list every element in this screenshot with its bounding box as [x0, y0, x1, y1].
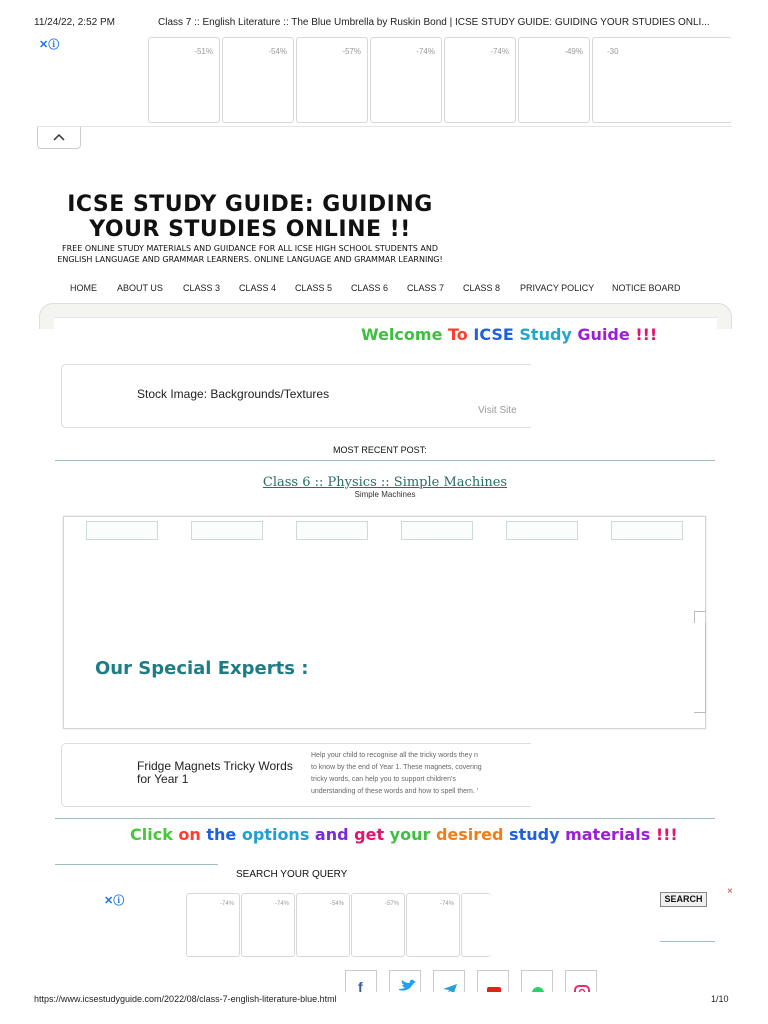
twitter-icon [390, 971, 421, 992]
divider [660, 941, 715, 942]
discount-badge: -74% [219, 901, 234, 907]
banner-word: and [314, 825, 349, 844]
collapse-ad-button[interactable] [37, 127, 81, 149]
banner-word: ICSE [473, 325, 514, 344]
divider [55, 460, 715, 461]
ad-product-card[interactable] [241, 893, 295, 957]
ad-collapse-bar [37, 126, 732, 150]
ad-product-card[interactable] [148, 37, 220, 123]
ad-title-line: for Year 1 [137, 772, 189, 786]
nav-class-5[interactable]: CLASS 5 [295, 283, 333, 293]
nav-class-4[interactable]: CLASS 4 [239, 283, 277, 293]
ad-product-card[interactable] [370, 37, 442, 123]
banner-word: the [206, 825, 237, 844]
nav-class-8[interactable]: CLASS 8 [463, 283, 501, 293]
expert-thumbnail[interactable] [401, 521, 473, 540]
site-title-line: YOUR STUDIES ONLINE !! [89, 217, 411, 242]
expert-thumbnail[interactable] [191, 521, 263, 540]
ad-description-line: to know by the end of Year 1. These magnets, covering [311, 764, 482, 771]
nav-class-7[interactable]: CLASS 7 [407, 283, 445, 293]
banner-word: desired [435, 825, 504, 844]
site-title[interactable] [40, 192, 460, 242]
facebook-icon [346, 971, 377, 992]
site-description-line: ENGLISH LANGUAGE AND GRAMMAR LEARNERS. ONLINE LANGUAGE AND GRAMMAR LEARNING! [57, 255, 443, 264]
banner-word: on [178, 825, 201, 844]
discount-badge: -54% [268, 47, 287, 56]
banner-word: get [354, 825, 385, 844]
discount-badge: -57% [384, 901, 399, 907]
expert-thumbnail[interactable] [296, 521, 368, 540]
nav-home[interactable]: HOME [70, 283, 97, 293]
ad-description-line: understanding of these words and how to spell them. ' [311, 788, 479, 795]
banner-word: To [448, 325, 468, 344]
youtube-icon [478, 971, 509, 992]
ad-title: Stock Image: Backgrounds/Textures [137, 387, 330, 401]
welcome-banner [361, 325, 657, 344]
ad-description-line: tricky words, can help you to support children's [311, 776, 456, 783]
most-recent-label: MOST RECENT POST: [333, 445, 427, 455]
ad-product-card[interactable] [518, 37, 590, 123]
ad-product-card[interactable] [592, 37, 732, 123]
ad-product-card[interactable] [351, 893, 405, 957]
ad-product-card[interactable] [186, 893, 240, 957]
ad-close-icon[interactable]: ✕ⓘ [39, 39, 60, 51]
print-url: https://www.icsestudyguide.com/2022/08/class-7-english-literature-blue.html [34, 994, 337, 1004]
site-title-line: ICSE STUDY GUIDE: GUIDING [67, 192, 433, 217]
banner-word: study [509, 825, 560, 844]
banner-word: materials [565, 825, 651, 844]
print-page-number: 1/10 [711, 994, 729, 1004]
banner-word: options [241, 825, 310, 844]
banner-word: Click [130, 825, 173, 844]
discount-badge: -74% [274, 901, 289, 907]
recent-post-subtitle: Simple Machines [354, 490, 416, 499]
expert-thumbnail[interactable] [506, 521, 578, 540]
divider [55, 864, 218, 865]
ad-product-card[interactable] [406, 893, 460, 957]
expert-thumbnail[interactable] [86, 521, 158, 540]
whatsapp-icon [522, 971, 553, 992]
discount-badge: -57% [342, 47, 361, 56]
stock-image-ad[interactable] [61, 364, 531, 428]
search-button[interactable]: SEARCH [660, 892, 707, 907]
ad-product-card[interactable] [461, 893, 491, 957]
site-description [40, 243, 460, 265]
nav-privacy-policy[interactable]: PRIVACY POLICY [520, 283, 595, 293]
share-youtube-button[interactable] [477, 970, 509, 992]
visit-site-link[interactable]: Visit Site [478, 405, 517, 416]
nav-notice-board[interactable]: NOTICE BOARD [612, 283, 681, 293]
experts-heading: Our Special Experts : [95, 658, 309, 679]
experts-panel [63, 516, 706, 729]
instagram-icon [566, 971, 597, 992]
ad-title-line: Fridge Magnets Tricky Words [137, 759, 293, 773]
discount-badge: -30 [607, 47, 619, 56]
expert-thumbnail[interactable] [611, 521, 683, 540]
share-telegram-button[interactable] [433, 970, 465, 992]
ad-title [137, 760, 293, 786]
nav-class-3[interactable]: CLASS 3 [183, 283, 221, 293]
discount-badge: -54% [329, 901, 344, 907]
print-page-title: Class 7 :: English Literature :: The Blue Umbrella by Ruskin Bond | ICSE STUDY GUIDE: GUIDING YOUR STUDIES ONLI... [158, 17, 710, 28]
options-banner [130, 825, 678, 844]
share-whatsapp-button[interactable] [521, 970, 553, 992]
chevron-up-icon [53, 133, 65, 141]
close-icon[interactable]: × [727, 886, 733, 897]
discount-badge: -74% [439, 901, 454, 907]
discount-badge: -51% [194, 47, 213, 56]
banner-word: !!! [655, 825, 678, 844]
banner-word: Study [519, 325, 572, 344]
ad-product-card[interactable] [296, 893, 350, 957]
main-nav [40, 283, 732, 297]
telegram-icon [434, 971, 465, 992]
ad-close-icon[interactable]: ✕ⓘ [104, 895, 125, 907]
ad-description-line: Help your child to recognise all the tricky words they n [311, 752, 478, 759]
discount-badge: -74% [490, 47, 509, 56]
discount-badge: -74% [416, 47, 435, 56]
ad-description [311, 750, 533, 798]
recent-post-link[interactable]: Class 6 :: Physics :: Simple Machines [262, 475, 508, 490]
fridge-magnets-ad[interactable] [61, 743, 531, 807]
banner-word: Guide [577, 325, 630, 344]
ad-product-card[interactable] [296, 37, 368, 123]
ad-product-card[interactable] [444, 37, 516, 123]
search-label: SEARCH YOUR QUERY [236, 869, 348, 880]
discount-badge: -49% [564, 47, 583, 56]
ad-product-card[interactable] [222, 37, 294, 123]
svg-text:f: f [358, 979, 363, 992]
divider [55, 818, 715, 819]
banner-word: !!! [635, 325, 658, 344]
share-instagram-button[interactable] [565, 970, 597, 992]
banner-word: your [389, 825, 431, 844]
nav-class-6[interactable]: CLASS 6 [351, 283, 389, 293]
share-facebook-button[interactable] [345, 970, 377, 992]
site-description-line: FREE ONLINE STUDY MATERIALS AND GUIDANCE FOR ALL ICSE HIGH SCHOOL STUDENTS AND [62, 244, 438, 253]
nav-about-us[interactable]: ABOUT US [117, 283, 163, 293]
share-twitter-button[interactable] [389, 970, 421, 992]
banner-word: Welcome [361, 325, 443, 344]
print-datetime: 11/24/22, 2:52 PM [34, 17, 115, 28]
